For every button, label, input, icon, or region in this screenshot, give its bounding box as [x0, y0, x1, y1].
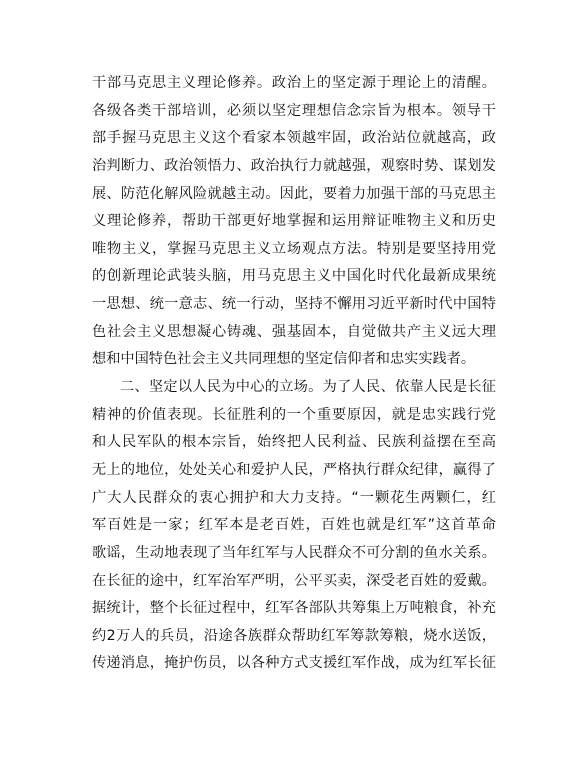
- text-line: 色社会主义思想凝心铸魂、强基固本，自觉做共产主义远大理: [92, 323, 496, 340]
- text-line: 二、坚定以人民为中心的立场。为了人民、依靠人民是长征: [120, 379, 496, 396]
- text-line: 各级各类干部培训，必须以坚定理想信念宗旨为根本。领导干: [92, 102, 496, 119]
- text-line: 据统计，整个长征过程中，红军各部队共筹集上万吨粮食，补充: [92, 600, 496, 617]
- text-line: 唯物主义，掌握马克思主义立场观点方法。特别是要坚持用党: [92, 240, 496, 257]
- paragraph: [92, 70, 496, 374]
- body-text: [92, 70, 496, 678]
- text-line: 部手握马克思主义这个看家本领越牢固，政治站位就越高，政: [92, 130, 496, 147]
- text-line: 无上的地位，处处关心和爱护人民，严格执行群众纪律，赢得了: [92, 461, 496, 478]
- text-line: 军百姓是一家；红军本是老百姓，百姓也就是红军”这首革命: [92, 517, 496, 534]
- text-line: 精神的价值表现。长征胜利的一个重要原因，就是忠实践行党: [92, 406, 496, 423]
- text-line: 约2万人的兵员，沿途各族群众帮助红军筹款筹粮，烧水送饭，: [92, 627, 496, 644]
- text-line: 一思想、统一意志、统一行动，坚持不懈用习近平新时代中国特: [92, 296, 496, 313]
- paragraph: [92, 374, 496, 678]
- text-line: 展、防范化解风险就越主动。因此，要着力加强干部的马克思主: [92, 185, 496, 202]
- text-line: 广大人民群众的衷心拥护和大力支持。“一颗花生两颗仁，红: [92, 489, 496, 506]
- text-line: 义理论修养，帮助干部更好地掌握和运用辩证唯物主义和历史: [92, 213, 496, 230]
- text-line: 在长征的途中，红军治军严明，公平买卖，深受老百姓的爱戴。: [92, 572, 496, 589]
- text-line: 的创新理论武装头脑，用马克思主义中国化时代化最新成果统: [92, 268, 496, 285]
- text-line: 干部马克思主义理论修养。政治上的坚定源于理论上的清醒。: [92, 75, 496, 91]
- text-line: 传递消息，掩护伤员，以各种方式支援红军作战，成为红军长征: [92, 655, 496, 672]
- text-line: 和人民军队的根本宗旨，始终把人民利益、民族利益摆在至高: [92, 434, 496, 451]
- text-line: 想和中国特色社会主义共同理想的坚定信仰者和忠实实践者。: [92, 351, 476, 368]
- text-line: 歌谣，生动地表现了当年红军与人民群众不可分割的鱼水关系。: [92, 544, 496, 561]
- text-line: 治判断力、政治领悟力、政治执行力就越强，观察时势、谋划发: [92, 157, 496, 174]
